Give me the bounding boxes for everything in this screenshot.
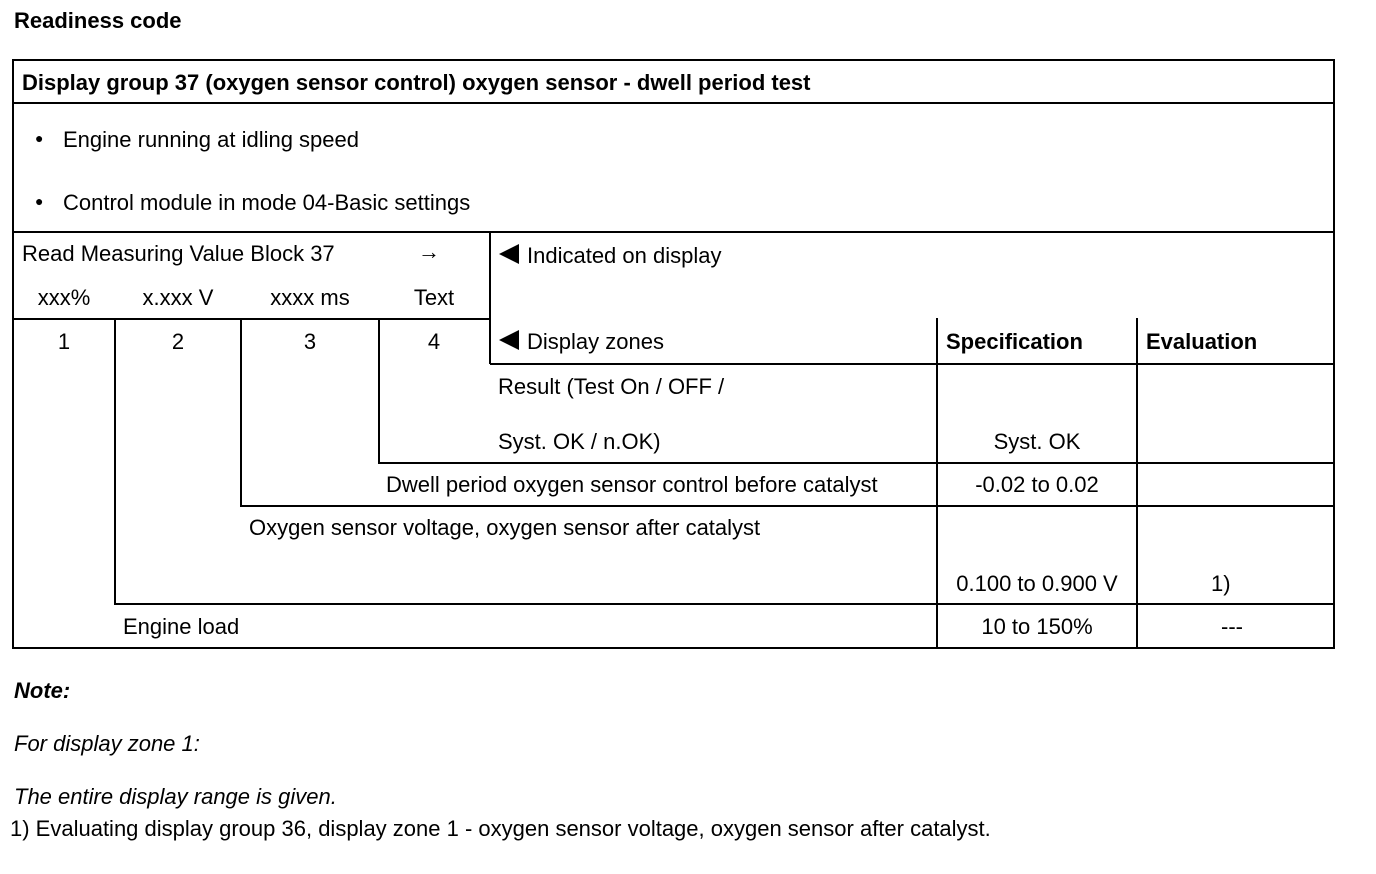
spec-header: Specification: [946, 329, 1083, 354]
zone3-spec: -0.02 to 0.02: [975, 472, 1099, 497]
eval-header: Evaluation: [1146, 329, 1258, 354]
zone1-spec: 10 to 150%: [981, 614, 1093, 639]
zone-number: 3: [303, 329, 317, 354]
zone4-description: Syst. OK / n.OK): [498, 429, 661, 454]
table-title: Display group 37 (oxygen sensor control) oxygen sensor - dwell period test: [22, 70, 811, 95]
indicated-label-row: [499, 243, 721, 269]
divider: [12, 102, 1335, 104]
page-heading: Readiness code: [14, 8, 182, 33]
zone2-eval: 1): [1211, 571, 1231, 596]
divider: [12, 318, 490, 320]
zone-number: 2: [171, 329, 185, 354]
unit-label: x.xxx V: [142, 285, 214, 310]
note-line: The entire display range is given.: [14, 784, 337, 809]
pointer-left-icon: [499, 244, 519, 264]
arrow-right-icon: →: [418, 239, 440, 264]
zone-number: 1: [57, 329, 71, 354]
zone3-description: Dwell period oxygen sensor control before catalyst: [386, 472, 878, 497]
zone-number: 4: [427, 329, 441, 354]
unit-label: xxx%: [37, 285, 91, 310]
zone4-description: Result (Test On / OFF /: [498, 374, 725, 399]
bullet-icon: ●: [35, 130, 44, 146]
table-border-right: [1333, 59, 1335, 649]
pointer-left-icon: [499, 330, 519, 350]
divider: [241, 505, 1335, 507]
divider: [114, 318, 116, 605]
read-block-label: Read Measuring Value Block 37: [22, 241, 335, 266]
divider: [1136, 318, 1138, 649]
zone1-eval: ---: [1221, 614, 1243, 639]
display-zones-row: [499, 329, 664, 355]
display-zones-label: Display zones: [527, 329, 664, 354]
zone2-description: Oxygen sensor voltage, oxygen sensor after catalyst: [249, 515, 761, 540]
indicated-label: Indicated on display: [527, 243, 722, 268]
zone4-spec: Syst. OK: [993, 429, 1081, 454]
condition-item: Engine running at idling speed: [63, 127, 360, 152]
divider: [115, 603, 1335, 605]
zone1-description: Engine load: [123, 614, 240, 639]
note-line: For display zone 1:: [14, 731, 200, 756]
bullet-icon: ●: [35, 193, 44, 209]
divider: [489, 231, 491, 364]
note-title: Note:: [14, 678, 71, 703]
footnote: 1) Evaluating display group 36, display zone 1 - oxygen sensor voltage, oxygen sensor after catalyst.: [10, 816, 991, 841]
divider: [12, 231, 1335, 233]
unit-label: xxxx ms: [270, 285, 350, 310]
condition-item: Control module in mode 04-Basic settings: [63, 190, 471, 215]
divider: [379, 462, 1335, 464]
unit-label: Text: [413, 285, 455, 310]
table-border-top: [12, 59, 1335, 61]
divider: [490, 363, 1335, 365]
zone2-spec: 0.100 to 0.900 V: [956, 571, 1118, 596]
